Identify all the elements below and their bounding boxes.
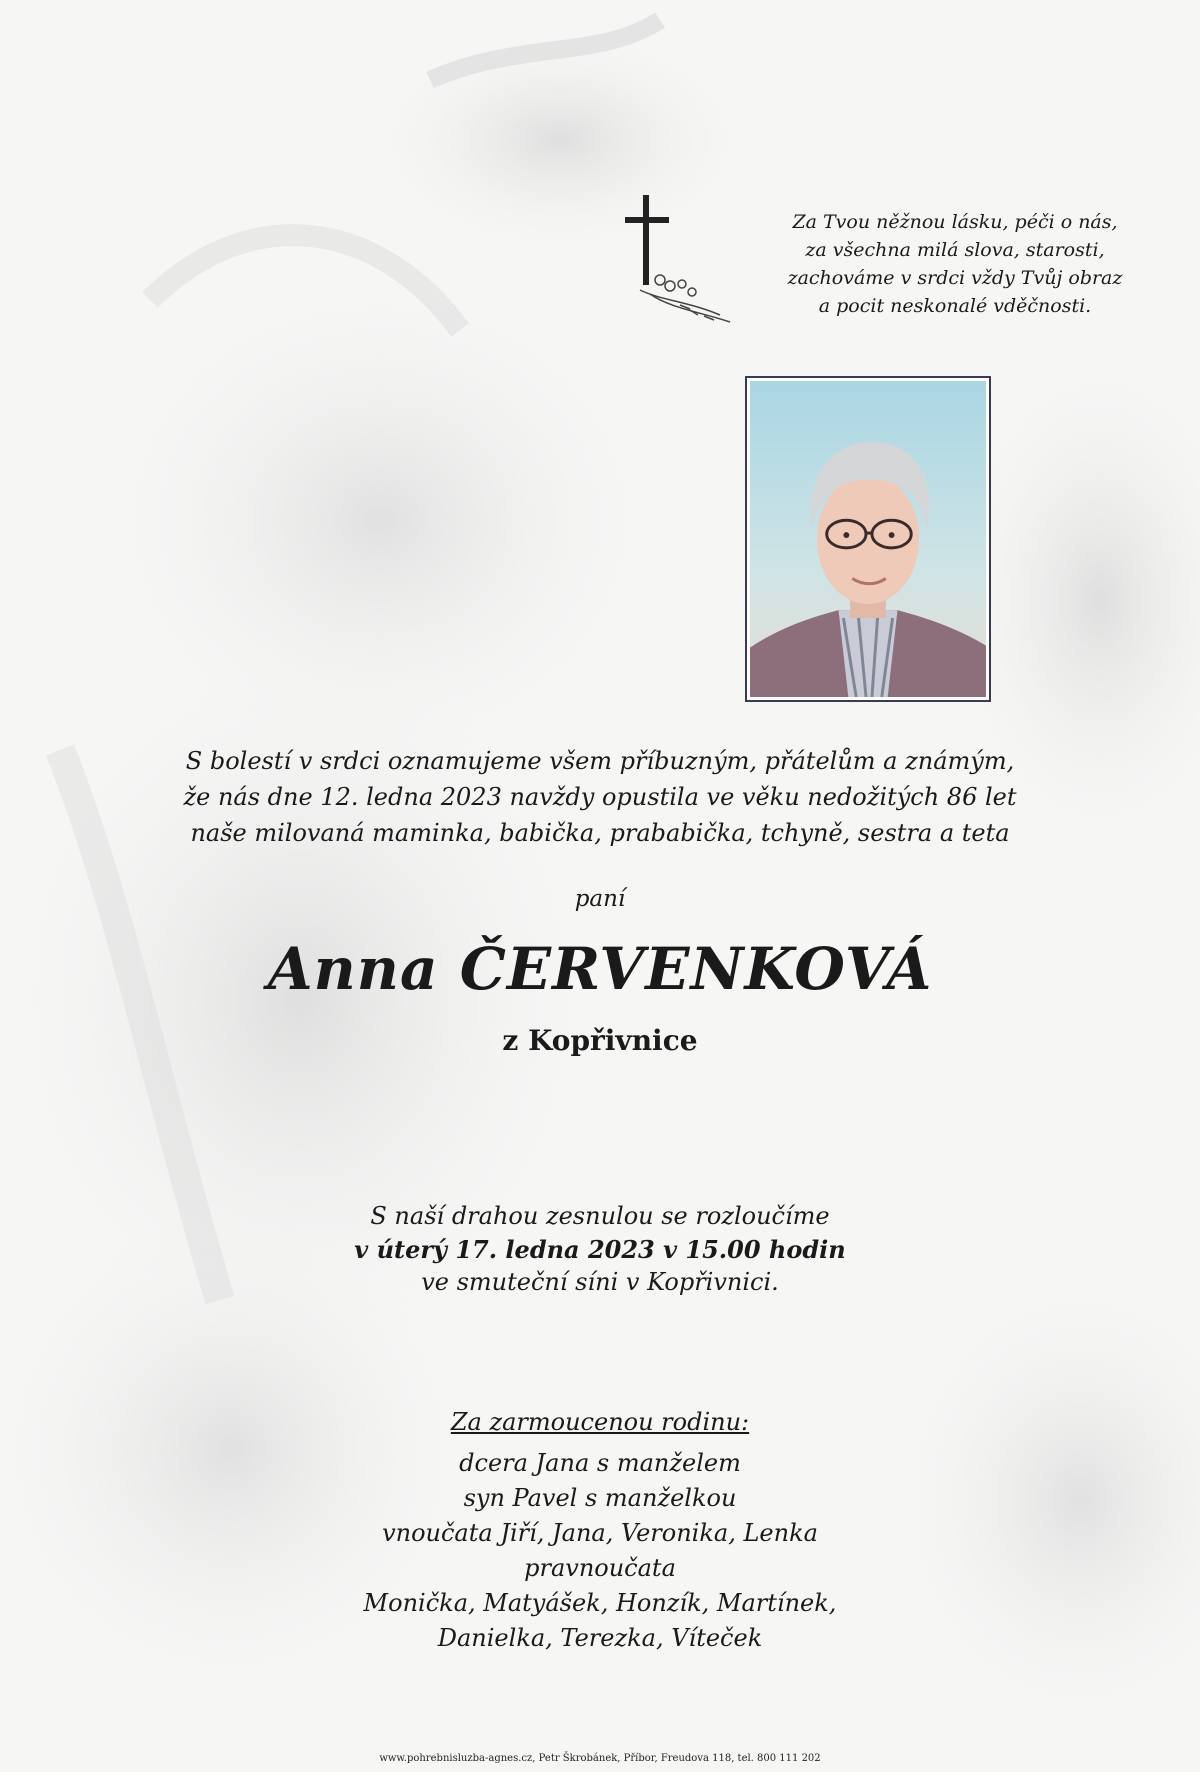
poem-line: zachováme v srdci vždy Tvůj obraz xyxy=(787,267,1123,289)
announcement-line: naše milovaná maminka, babička, prababička, tchyně, sestra a teta xyxy=(190,819,1010,847)
announcement-line: S bolestí v srdci oznamujeme všem příbuzným, přátelům a známým, xyxy=(185,747,1015,775)
portrait-frame xyxy=(745,376,991,702)
portrait-photo xyxy=(750,381,986,697)
deceased-title: paní xyxy=(574,886,626,912)
poem-line: a pocit neskonalé vděčnosti. xyxy=(818,295,1092,317)
family-line: Monička, Matyášek, Honzík, Martínek, xyxy=(363,1589,837,1617)
announcement-line: že nás dne 12. ledna 2023 navždy opustila ve věku nedožitých 86 let xyxy=(183,783,1017,811)
family-line: vnoučata Jiří, Jana, Veronika, Lenka xyxy=(382,1519,818,1547)
cross-icon xyxy=(620,190,740,340)
family-line: Danielka, Terezka, Víteček xyxy=(437,1624,763,1652)
ceremony-intro: S naší drahou zesnulou se rozloučíme xyxy=(370,1202,830,1230)
family-line: pravnoučata xyxy=(524,1554,676,1582)
deceased-origin: z Kopřivnice xyxy=(502,1024,698,1057)
ceremony-place: ve smuteční síni v Kopřivnici. xyxy=(421,1268,779,1296)
flowers-icon xyxy=(640,275,730,322)
mourning-family xyxy=(100,1405,1100,1656)
family-line: syn Pavel s manželkou xyxy=(463,1484,737,1512)
memorial-poem xyxy=(760,208,1150,320)
family-heading: Za zarmoucenou rodinu: xyxy=(450,1408,750,1436)
poem-line: Za Tvou něžnou lásku, péči o nás, xyxy=(792,211,1118,233)
funeral-service-footer: www.pohrebnisluzba-agnes.cz, Petr Škrobánek, Příbor, Freudova 118, tel. 800 111 202 xyxy=(379,1753,821,1764)
poem-line: za všechna milá slova, starosti, xyxy=(805,239,1105,261)
family-line: dcera Jana s manželem xyxy=(459,1449,741,1477)
ceremony-datetime: v úterý 17. ledna 2023 v 15.00 hodin xyxy=(354,1235,846,1264)
death-announcement xyxy=(100,743,1100,851)
farewell-ceremony xyxy=(100,1200,1100,1299)
deceased-name: Anna ČERVENKOVÁ xyxy=(267,935,933,1003)
